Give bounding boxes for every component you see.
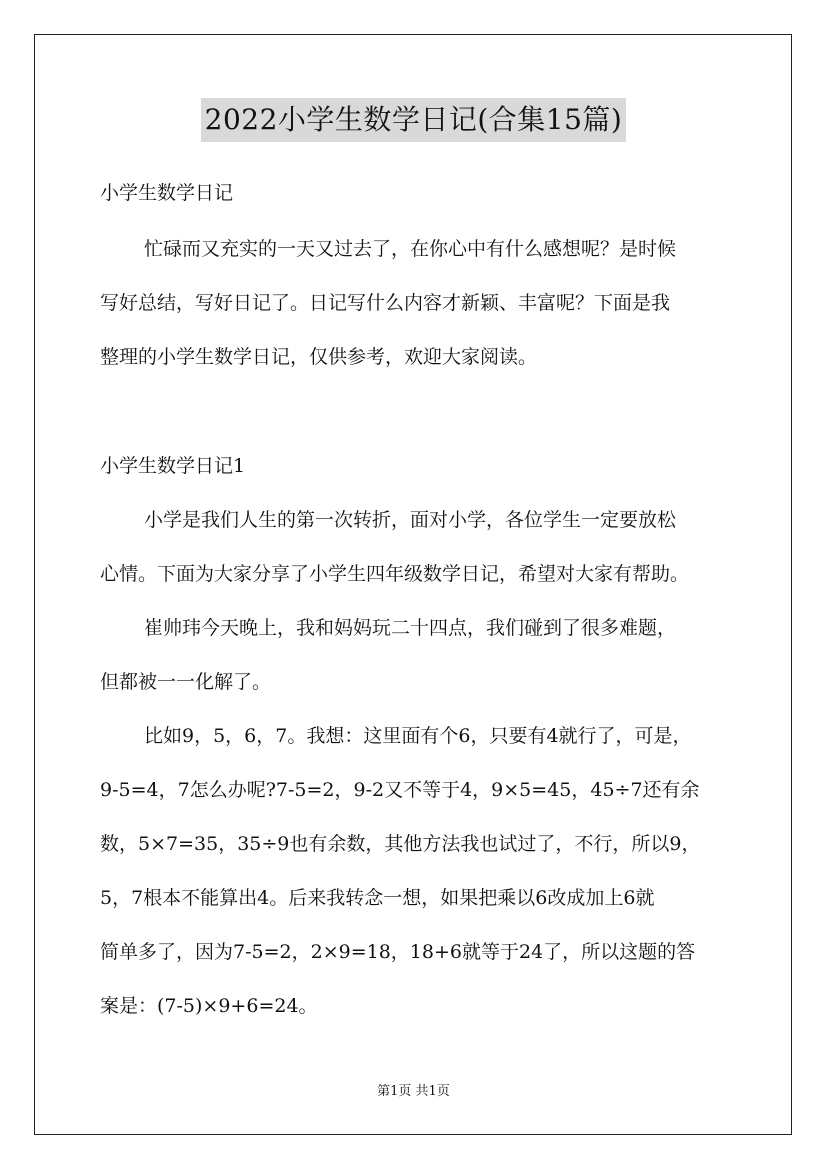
entry-line-2: 心情。下面为大家分享了小学生四年级数学日记，希望对大家有帮助。 [100, 563, 690, 585]
intro-line-3: 整理的小学生数学日记，仅供参考，欢迎大家阅读。 [100, 346, 538, 368]
entry-line-1: 小学是我们人生的第一次转折，面对小学，各位学生一定要放松 [144, 509, 677, 531]
page-footer: 第1页 共1页 [377, 1084, 450, 1099]
entry-line-7: 数，5×7=35，35÷9也有余数，其他方法我也试过了，不行，所以9， [100, 833, 701, 855]
entry-line-5: 比如9，5，6，7。我想：这里面有个6，只要有4就行了，可是， [144, 725, 692, 747]
entry-line-9: 简单多了，因为7-5=2，2×9=18，18+6就等于24了，所以这题的答 [100, 941, 696, 963]
intro-line-1: 忙碌而又充实的一天又过去了，在你心中有什么感想呢？是时候 [144, 238, 677, 260]
section-heading: 小学生数学日记 [100, 182, 234, 204]
intro-line-2: 写好总结，写好日记了。日记写什么内容才新颖、丰富呢？下面是我 [100, 292, 671, 314]
entry-line-10: 案是：(7-5)×9+6=24。 [100, 995, 318, 1017]
document-title: 2022小学生数学日记(合集15篇) [201, 98, 627, 142]
entry-heading: 小学生数学日记1 [100, 455, 246, 477]
title-container [0, 98, 827, 142]
entry-line-3: 崔帅玮今天晚上，我和妈妈玩二十四点，我们碰到了很多难题， [144, 617, 677, 639]
entry-line-6: 9-5=4，7怎么办呢?7-5=2，9-2又不等于4，9×5=45，45÷7还有余 [100, 779, 700, 801]
entry-line-4: 但都被一一化解了。 [100, 671, 272, 693]
entry-line-8: 5，7根本不能算出4。后来我转念一想，如果把乘以6改成加上6就 [100, 887, 655, 909]
